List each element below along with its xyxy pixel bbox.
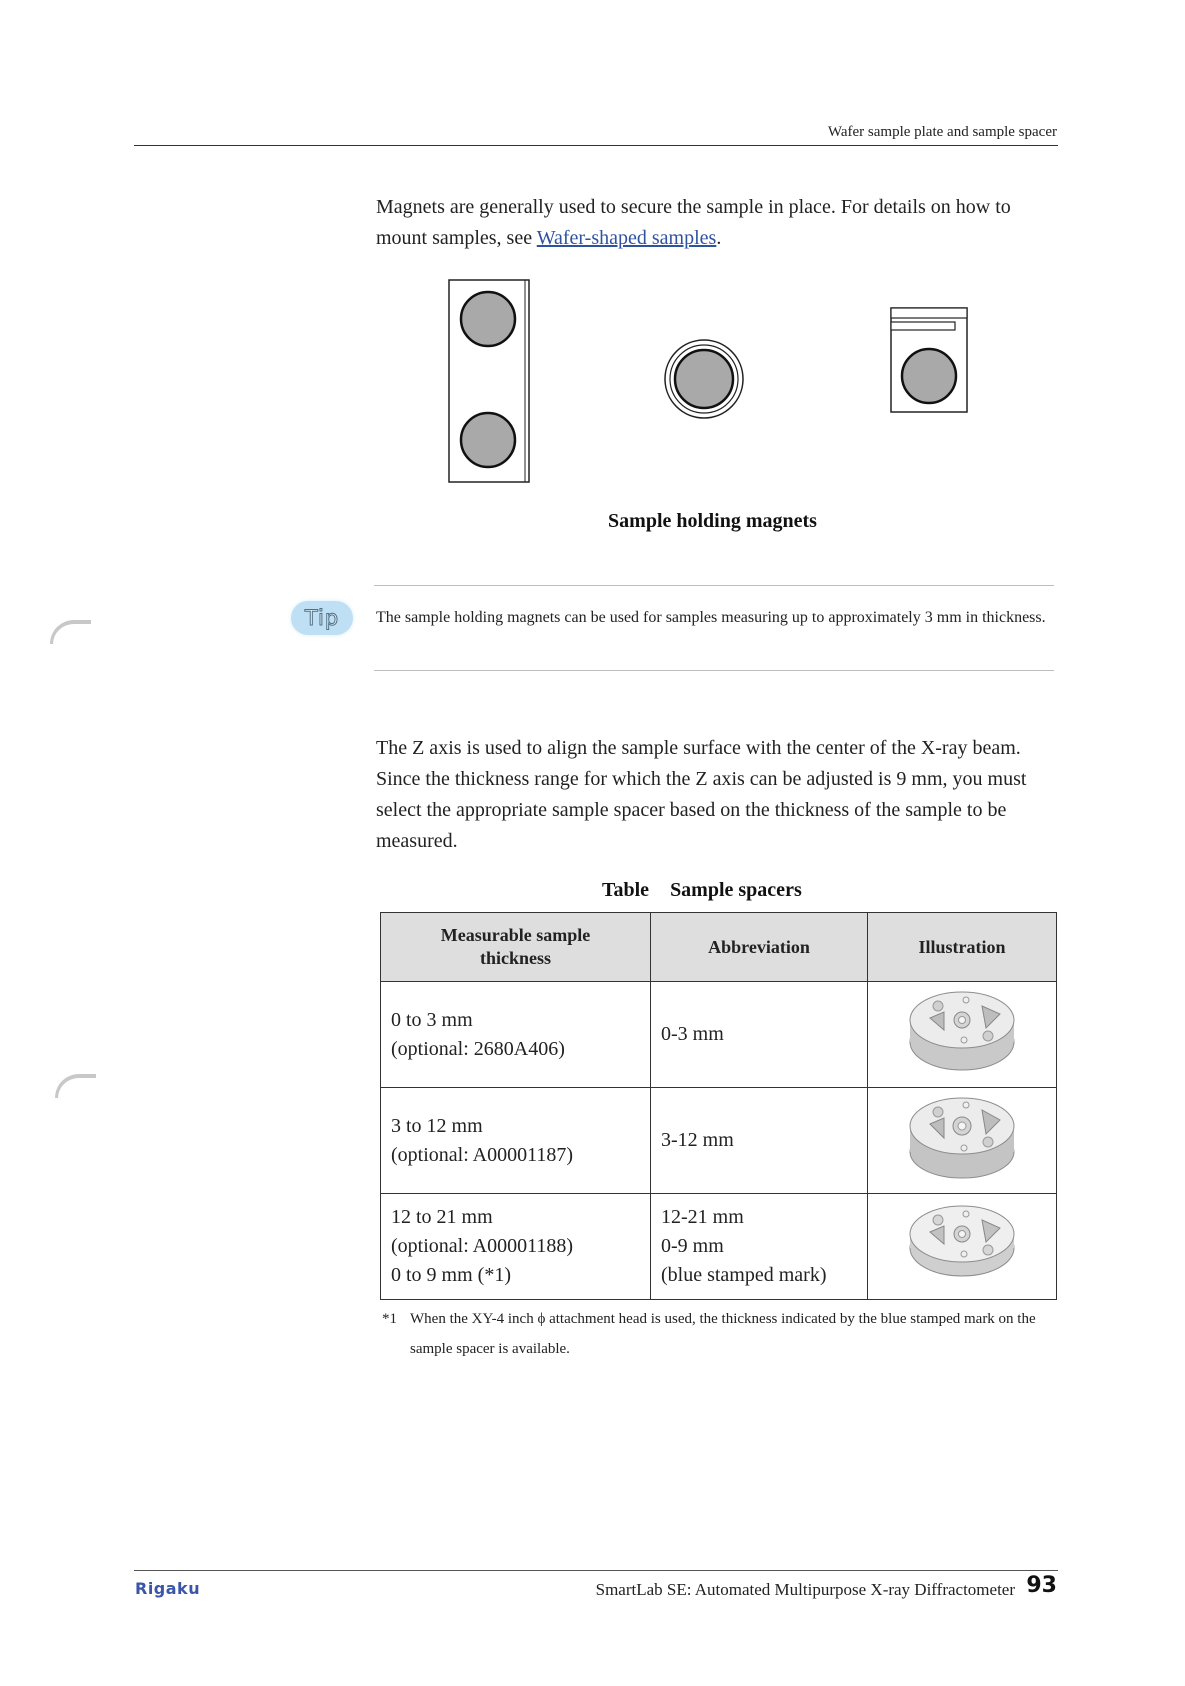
header-illustration: Illustration: [868, 913, 1057, 982]
spacer-illustration: [904, 1196, 1020, 1288]
table-header-row: [381, 913, 1057, 982]
intro-paragraph: [376, 192, 1058, 254]
rectangular-double-magnet: [449, 280, 529, 482]
thickness-part-number: (optional: A00001187): [391, 1143, 574, 1166]
round-magnet: [665, 340, 743, 418]
illustration-cell: [868, 982, 1057, 1088]
clip-magnet: [891, 308, 967, 412]
thickness-cell: [381, 982, 651, 1088]
intro-text-end: .: [716, 227, 722, 249]
spacer-illustration: [904, 984, 1020, 1076]
footnote-text: When the XY-4 inch ϕ attachment head is used, the thickness indicated by the blue stamped mark on the sample spacer is available.: [410, 1311, 1036, 1357]
abbreviation-text: 12-21 mm: [661, 1206, 744, 1228]
spacer-illustration: [904, 1090, 1020, 1182]
thickness-range: 0 to 3 mm: [391, 1008, 473, 1031]
header-abbreviation: Abbreviation: [651, 913, 868, 982]
thickness-range: 12 to 21 mm: [391, 1206, 493, 1228]
table-title: [602, 879, 802, 902]
footer-manual-title: SmartLab SE: Automated Multipurpose X-ray Diffractometer: [595, 1580, 1015, 1599]
header-thickness: [381, 913, 651, 982]
abbreviation-note: (blue stamped mark): [661, 1264, 827, 1286]
table-row: [381, 982, 1057, 1088]
table-title-text: Sample spacers: [670, 879, 802, 901]
abbreviation-text: 3-12 mm: [661, 1129, 734, 1151]
intro-text: Magnets are generally used to secure the sample in place. For details on how to mount samples, see: [376, 196, 1011, 249]
section-header-title: Wafer sample plate and sample spacer: [827, 124, 1057, 140]
thickness-cell: [381, 1194, 651, 1300]
footer-divider: [134, 1570, 1058, 1571]
footnote-marker: *1: [382, 1311, 397, 1327]
page-number: 93: [1026, 1573, 1057, 1598]
z-axis-paragraph: The Z axis is used to align the sample surface with the center of the X-ray beam. Since the thickness range for which the Z axis can be adjusted is 9 mm, you must select the appropriate sample spacer based on the thickness of the sample to be measured.: [376, 737, 1027, 852]
table-label: Table: [602, 879, 650, 901]
rigaku-logo: Rigaku: [135, 1579, 201, 1598]
binder-hole-mark: [50, 620, 91, 644]
thickness-cell: [381, 1088, 651, 1194]
binder-hole-mark: [55, 1074, 96, 1098]
header-divider: [134, 145, 1058, 146]
wafer-shaped-samples-link[interactable]: Wafer-shaped samples: [536, 227, 717, 249]
sample-holding-magnets-figure: [440, 272, 1000, 492]
tip-bottom-rule: [374, 670, 1054, 671]
abbreviation-cell: [651, 982, 868, 1088]
abbreviation-cell: [651, 1088, 868, 1194]
sample-spacers-table: [380, 912, 1057, 1300]
tip-top-rule: [374, 585, 1054, 586]
table-row: [381, 1088, 1057, 1194]
abbreviation-text: 0-3 mm: [661, 1023, 724, 1045]
tip-text: The sample holding magnets can be used for samples measuring up to approximately 3 mm in thickness.: [376, 609, 1046, 626]
header-thickness-line2: thickness: [479, 948, 551, 968]
table-row: [381, 1194, 1057, 1300]
thickness-part-number: (optional: A00001188): [391, 1235, 574, 1257]
header-thickness-line1: Measurable sample: [440, 925, 591, 945]
abbreviation-cell: [651, 1194, 868, 1300]
tip-icon: Tip: [291, 601, 353, 635]
abbreviation-text: 0-9 mm: [661, 1235, 724, 1257]
thickness-part-number: (optional: 2680A406): [391, 1037, 565, 1060]
illustration-cell: [868, 1088, 1057, 1194]
thickness-range: 3 to 12 mm: [391, 1114, 483, 1137]
illustration-cell: [868, 1194, 1057, 1300]
figure-caption: Sample holding magnets: [608, 510, 817, 532]
thickness-note: 0 to 9 mm (*1): [391, 1264, 511, 1286]
